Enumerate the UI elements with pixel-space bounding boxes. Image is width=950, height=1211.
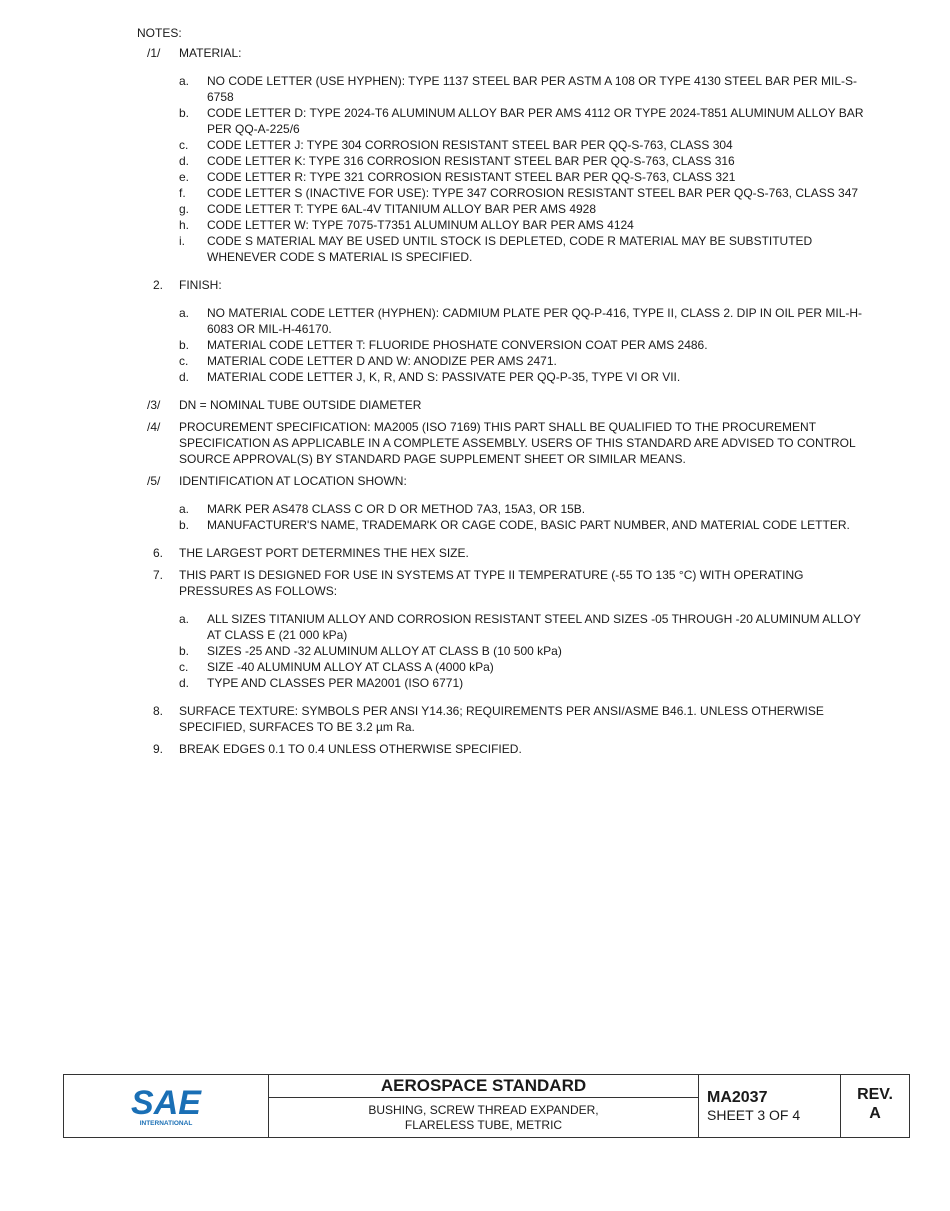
note-item [137, 741, 867, 757]
sub-item-text: MATERIAL CODE LETTER T: FLUORIDE PHOSHATE CONVERSION COAT PER AMS 2486. [207, 338, 708, 352]
note-body [179, 419, 867, 467]
note-item [137, 277, 867, 391]
note-number: /4/ [147, 420, 161, 434]
note-number: 6. [152, 546, 163, 560]
sub-item-letter: d. [179, 154, 190, 168]
note-body [179, 567, 867, 697]
sub-item-letter: a. [179, 306, 190, 320]
note-text: SURFACE TEXTURE: SYMBOLS PER ANSI Y14.36; REQUIREMENTS PER ANSI/ASME B46.1. UNLESS OTHERWISE SPECIFIED, SURFACES TO BE 3.2 µm Ra. [179, 704, 824, 734]
logo-mark: SAE [131, 1084, 201, 1122]
sub-item-list [179, 73, 867, 265]
title-block [63, 1074, 910, 1138]
document-number: MA2037 [707, 1089, 768, 1106]
note-item [137, 473, 867, 539]
note-body [179, 473, 867, 539]
sub-item-text: MANUFACTURER'S NAME, TRADEMARK OR CAGE CODE, BASIC PART NUMBER, AND MATERIAL CODE LETTER. [207, 518, 850, 532]
sub-item [179, 337, 867, 353]
note-text: PROCUREMENT SPECIFICATION: MA2005 (ISO 7169) THIS PART SHALL BE QUALIFIED TO THE PROCUREMENT SPECIFICATION AS APPLICABLE IN A COMPLETE ASSEMBLY. USERS OF THIS STANDARD ARE ADVISED TO CONTROL SOURCE APPROVAL(S) BY STANDARD PAGE SUPPLEMENT SHEET OR SIMILAR MEANS. [179, 420, 856, 466]
note-text: THIS PART IS DESIGNED FOR USE IN SYSTEMS AT TYPE II TEMPERATURE (-55 TO 135 °C) WITH OPERATING PRESSURES AS FOLLOWS: [179, 568, 804, 598]
sub-item-letter: b. [179, 518, 190, 532]
sub-item-text: SIZES -25 AND -32 ALUMINUM ALLOY AT CLASS B (10 500 kPa) [207, 644, 562, 658]
sub-item-letter: a. [179, 612, 190, 626]
sub-item-letter: b. [179, 338, 190, 352]
note-body [179, 545, 867, 561]
note-text: MATERIAL: [179, 46, 242, 60]
sae-logo [64, 1075, 269, 1137]
sub-item-letter: d. [179, 676, 190, 690]
sub-item-text: CODE LETTER W: TYPE 7075-T7351 ALUMINUM ALLOY BAR PER AMS 4124 [207, 218, 634, 232]
note-body [179, 703, 867, 735]
note-number: 9. [152, 742, 163, 756]
note-number: 2. [152, 278, 163, 292]
note-number: 8. [152, 704, 163, 718]
sub-item [179, 105, 867, 137]
sub-item [179, 517, 867, 533]
sub-item-text: CODE LETTER J: TYPE 304 CORROSION RESISTANT STEEL BAR PER QQ-S-763, CLASS 304 [207, 138, 733, 152]
note-text: BREAK EDGES 0.1 TO 0.4 UNLESS OTHERWISE SPECIFIED. [179, 742, 522, 756]
description-line-2: FLARELESS TUBE, METRIC [404, 1118, 563, 1132]
sub-item-text: MARK PER AS478 CLASS C OR D OR METHOD 7A3, 15A3, OR 15B. [207, 502, 586, 516]
sub-item-text: SIZE -40 ALUMINUM ALLOY AT CLASS A (4000 kPa) [207, 660, 494, 674]
note-text: IDENTIFICATION AT LOCATION SHOWN: [179, 474, 407, 488]
note-body [179, 277, 867, 391]
note-text: DN = NOMINAL TUBE OUTSIDE DIAMETER [179, 398, 422, 412]
sub-item-letter: h. [179, 218, 190, 232]
note-item [137, 703, 867, 735]
sheet-number: SHEET 3 OF 4 [707, 1107, 801, 1123]
sub-item [179, 369, 867, 385]
notes-heading: NOTES: [137, 26, 182, 40]
sub-item-text: MATERIAL CODE LETTER J, K, R, AND S: PASSIVATE PER QQ-P-35, TYPE VI OR VII. [207, 370, 681, 384]
part-description [269, 1098, 698, 1137]
sub-item [179, 611, 867, 643]
sub-item-letter: f. [179, 186, 186, 200]
sub-item-letter: e. [179, 170, 190, 184]
note-number: 7. [152, 568, 163, 582]
logo-subtext: INTERNATIONAL [139, 1120, 193, 1127]
sub-item-text: CODE LETTER R: TYPE 321 CORROSION RESISTANT STEEL BAR PER QQ-S-763, CLASS 321 [207, 170, 736, 184]
sub-item [179, 659, 867, 675]
note-item [137, 45, 867, 271]
sub-item-text: CODE S MATERIAL MAY BE USED UNTIL STOCK IS DEPLETED, CODE R MATERIAL MAY BE SUBSTITUTED WHENEVER CODE S MATERIAL IS SPECIFIED. [207, 234, 813, 264]
note-body [179, 45, 867, 271]
sub-item [179, 153, 867, 169]
sub-item-letter: g. [179, 202, 190, 216]
sub-item [179, 501, 867, 517]
document-number-cell [699, 1075, 841, 1137]
description-line-1: BUSHING, SCREW THREAD EXPANDER, [368, 1103, 599, 1117]
note-number: /3/ [147, 398, 161, 412]
revision-label: REV. [857, 1086, 893, 1103]
sub-item-letter: a. [179, 74, 190, 88]
note-number: /5/ [147, 474, 161, 488]
sub-item [179, 353, 867, 369]
sub-item [179, 675, 867, 691]
sub-item [179, 185, 867, 201]
note-number: /1/ [147, 46, 161, 60]
note-body [179, 397, 867, 413]
sub-item [179, 233, 867, 265]
sub-item [179, 137, 867, 153]
sae-logo-icon [126, 1084, 206, 1128]
sub-item-text: MATERIAL CODE LETTER D AND W: ANODIZE PER AMS 2471. [207, 354, 557, 368]
sub-item-list [179, 611, 867, 691]
sub-item-text: ALL SIZES TITANIUM ALLOY AND CORROSION RESISTANT STEEL AND SIZES -05 THROUGH -20 ALUMINUM ALLOY AT CLASS E (21 000 kPa) [207, 612, 861, 642]
note-item [137, 397, 867, 413]
sub-item [179, 643, 867, 659]
sub-item-text: CODE LETTER K: TYPE 316 CORROSION RESISTANT STEEL BAR PER QQ-S-763, CLASS 316 [207, 154, 735, 168]
notes-list [137, 45, 867, 763]
sub-item-letter: b. [179, 644, 190, 658]
note-item [137, 567, 867, 697]
sub-item-letter: c. [179, 138, 189, 152]
sub-item-text: NO CODE LETTER (USE HYPHEN): TYPE 1137 STEEL BAR PER ASTM A 108 OR TYPE 4130 STEEL BAR PER MIL-S-6758 [207, 74, 857, 104]
note-text: FINISH: [179, 278, 222, 292]
sub-item-letter: c. [179, 354, 189, 368]
sub-item-letter: a. [179, 502, 190, 516]
note-text: THE LARGEST PORT DETERMINES THE HEX SIZE. [179, 546, 469, 560]
note-item [137, 545, 867, 561]
document-type-title: AEROSPACE STANDARD [269, 1075, 698, 1098]
revision-value: A [869, 1105, 881, 1122]
revision-cell [841, 1075, 909, 1137]
sub-item [179, 201, 867, 217]
sub-item [179, 217, 867, 233]
sub-item-text: CODE LETTER D: TYPE 2024-T6 ALUMINUM ALLOY BAR PER AMS 4112 OR TYPE 2024-T851 ALUMINUM ALLOY BAR PER QQ-A-225/6 [207, 106, 864, 136]
sub-item-letter: c. [179, 660, 189, 674]
sub-item-text: NO MATERIAL CODE LETTER (HYPHEN): CADMIUM PLATE PER QQ-P-416, TYPE II, CLASS 2. DIP IN OIL PER MIL-H-6083 OR MIL-H-46170. [207, 306, 863, 336]
sub-item [179, 73, 867, 105]
sub-item [179, 169, 867, 185]
sub-item-list [179, 501, 867, 533]
title-cell [269, 1075, 699, 1137]
sub-item-text: TYPE AND CLASSES PER MA2001 (ISO 6771) [207, 676, 464, 690]
sub-item [179, 305, 867, 337]
note-body [179, 741, 867, 757]
sub-item-text: CODE LETTER S (INACTIVE FOR USE): TYPE 347 CORROSION RESISTANT STEEL BAR PER QQ-S-763, CLASS 347 [207, 186, 859, 200]
note-item [137, 419, 867, 467]
sub-item-letter: d. [179, 370, 190, 384]
sub-item-letter: i. [179, 234, 185, 248]
sub-item-text: CODE LETTER T: TYPE 6AL-4V TITANIUM ALLOY BAR PER AMS 4928 [207, 202, 597, 216]
sub-item-list [179, 305, 867, 385]
sub-item-letter: b. [179, 106, 190, 120]
